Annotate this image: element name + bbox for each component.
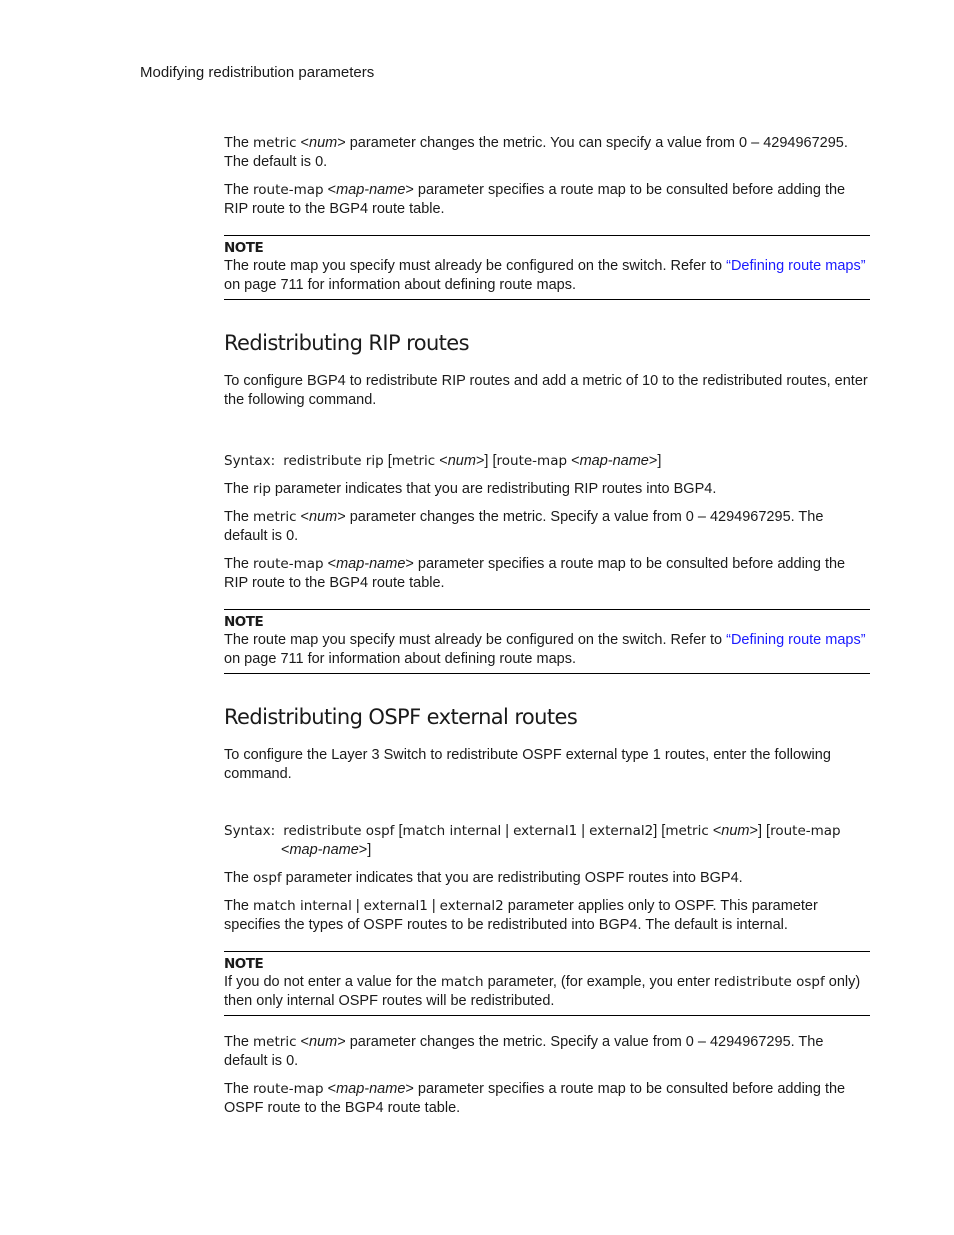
running-header: Modifying redistribution parameters xyxy=(140,64,375,81)
note-box xyxy=(224,235,870,300)
note-label: NOTE xyxy=(224,614,264,630)
section-heading-ospf: Redistributing OSPF external routes xyxy=(224,705,578,729)
rip-syntax: Syntax: redistribute rip [metric <num>] [route-map <map-name>] xyxy=(224,453,662,469)
route-map-paragraph: The route-map <map-name> parameter specifies a route map to be consulted before adding the RIP route to the BGP4 route table. xyxy=(224,182,846,217)
note-label: NOTE xyxy=(224,956,264,972)
note-text: If you do not enter a value for the match parameter, (for example, you enter redistribute ospf only) then only internal OSPF routes will be redistributed. xyxy=(224,974,861,1009)
note-text: The route map you specify must already be configured on the switch. Refer to “Defining route maps” on page 711 for information about defining route maps. xyxy=(224,258,866,293)
ospf-param-paragraph: The ospf parameter indicates that you are redistributing OSPF routes into BGP4. xyxy=(224,870,743,886)
defining-route-maps-link[interactable]: “Defining route maps” xyxy=(726,258,866,274)
rip-param-paragraph: The rip parameter indicates that you are redistributing RIP routes into BGP4. xyxy=(224,481,717,497)
page-content xyxy=(224,134,870,1127)
ospf-syntax: Syntax: redistribute ospf [match internal | external1 | external2] [metric <num>] [route-map <map-name>] xyxy=(224,823,841,858)
metric-paragraph: The metric <num> parameter changes the metric. You can specify a value from 0 – 4294967295. The default is 0. xyxy=(224,135,848,170)
note-box xyxy=(224,951,870,1016)
rip-intro: To configure BGP4 to redistribute RIP routes and add a metric of 10 to the redistributed routes, enter the following command. xyxy=(224,373,868,408)
ospf-match-paragraph: The match internal | external1 | external2 parameter applies only to OSPF. This parameter specifies the types of OSPF routes to be redistributed into BGP4. The default is internal. xyxy=(224,898,818,933)
rip-route-map-paragraph: The route-map <map-name> parameter specifies a route map to be consulted before adding the RIP route to the BGP4 route table. xyxy=(224,556,846,591)
defining-route-maps-link[interactable]: “Defining route maps” xyxy=(726,632,866,648)
section-heading-rip: Redistributing RIP routes xyxy=(224,331,469,355)
note-text: The route map you specify must already be configured on the switch. Refer to “Defining route maps” on page 711 for information about defining route maps. xyxy=(224,632,866,667)
note-box xyxy=(224,609,870,674)
rip-metric-paragraph: The metric <num> parameter changes the metric. Specify a value from 0 – 4294967295. The default is 0. xyxy=(224,509,824,544)
ospf-metric-paragraph: The metric <num> parameter changes the metric. Specify a value from 0 – 4294967295. The default is 0. xyxy=(224,1034,824,1069)
ospf-route-map-paragraph: The route-map <map-name> parameter specifies a route map to be consulted before adding the OSPF route to the BGP4 route table. xyxy=(224,1081,846,1116)
ospf-intro: To configure the Layer 3 Switch to redistribute OSPF external type 1 routes, enter the following command. xyxy=(224,747,831,782)
note-label: NOTE xyxy=(224,240,264,256)
